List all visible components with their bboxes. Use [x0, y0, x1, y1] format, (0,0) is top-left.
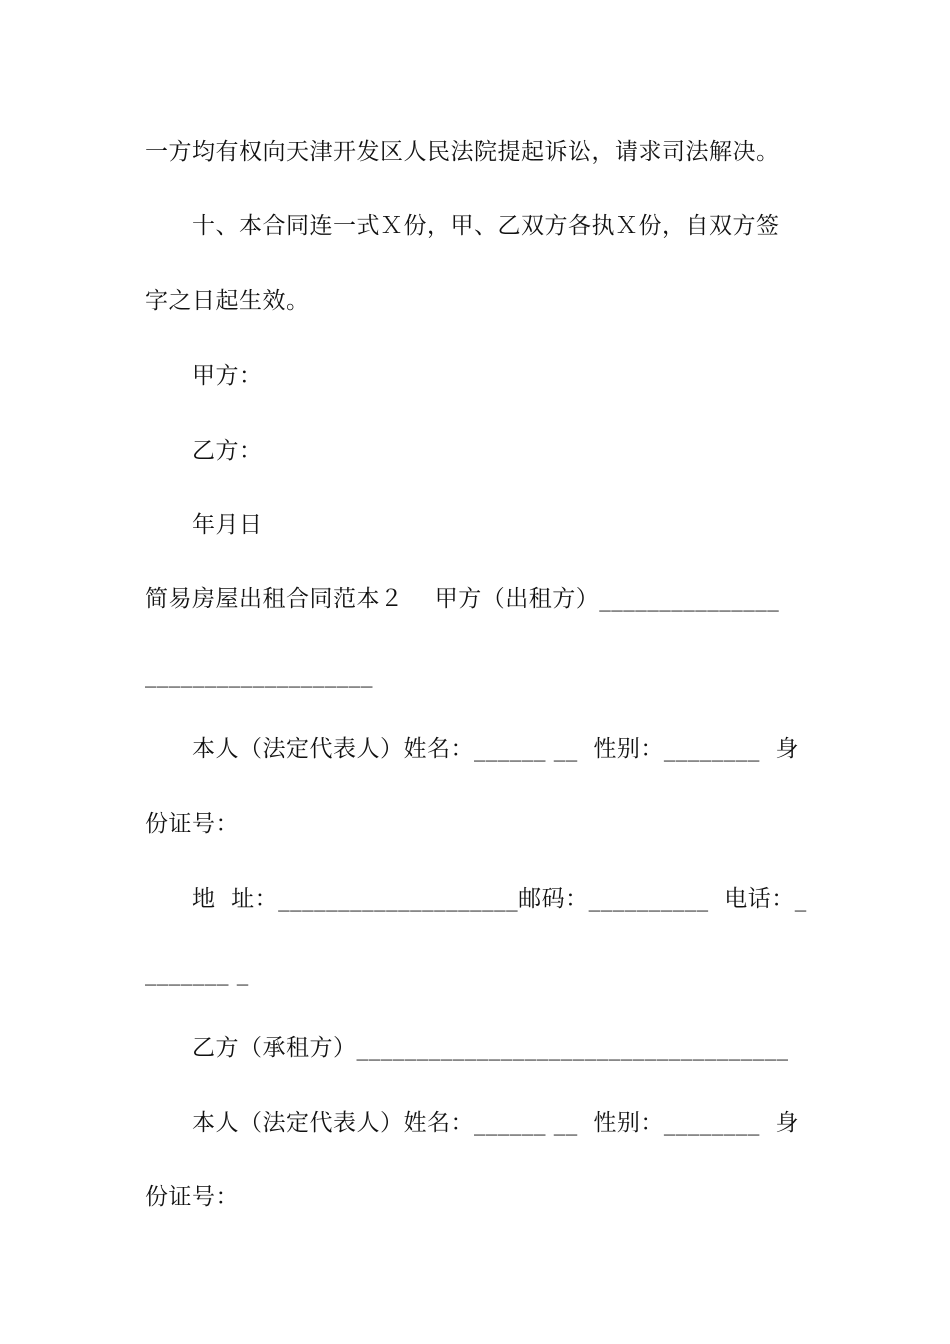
id-number-label: 份证号：: [145, 811, 239, 837]
address-line: 地 址：____________________邮码：__________ 电话：_: [192, 886, 807, 912]
party-a-label: 甲方：: [192, 363, 263, 389]
party-b-representative-line: 本人（法定代表人）姓名：______ __ 性别：________ 身: [192, 1110, 800, 1136]
paragraph-line: 十、本合同连一式Ｘ份，甲、乙双方各执Ｘ份，自双方签: [192, 213, 780, 239]
blank-line: ___________________: [145, 662, 373, 688]
date-label: 年月日: [192, 512, 263, 538]
party-a-representative-line: 本人（法定代表人）姓名：______ __ 性别：________ 身: [192, 736, 800, 762]
id-number-label: 份证号：: [145, 1184, 239, 1210]
phone-continuation-line: _______ _: [145, 960, 249, 986]
party-b-line: 乙方（承租方）____________________________________: [192, 1035, 789, 1061]
contract-title-line: 简易房屋出租合同范本２ 甲方（出租方）_______________: [145, 586, 780, 612]
paragraph-line: 一方均有权向天津开发区人民法院提起诉讼，请求司法解决。: [145, 139, 780, 165]
party-b-label: 乙方：: [192, 438, 263, 464]
paragraph-line: 字之日起生效。: [145, 288, 310, 314]
